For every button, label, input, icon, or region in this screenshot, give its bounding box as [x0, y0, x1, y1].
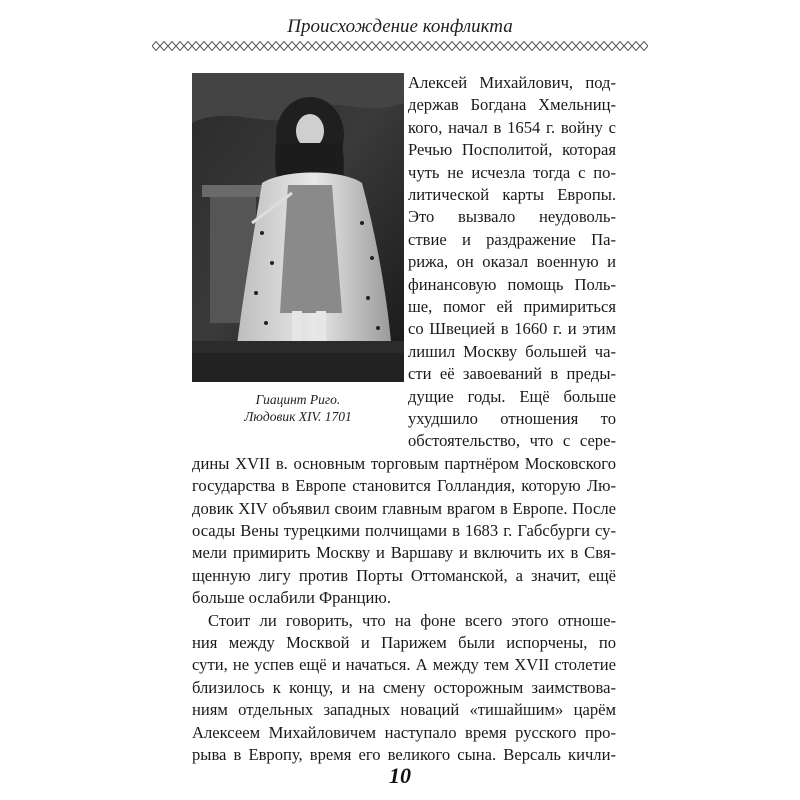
- text-line: ния между Москвой и Парижем были испорчены, по: [192, 633, 616, 652]
- text-line: Это вызвало неудоволь-: [408, 207, 616, 226]
- text-line: Речью Посполитой, которая: [408, 140, 616, 159]
- text-line: государства в Европе становится Голландия, которую Лю-: [192, 476, 616, 495]
- text-line: осады Вены турецкими полчищами в 1683 г. Габсбурги су-: [192, 521, 616, 540]
- text-line: Алексеем Михайловичем наступало время русского про-: [192, 723, 616, 742]
- running-head: Происхождение конфликта: [287, 16, 513, 37]
- text-line: держав Богдана Хмельниц-: [408, 95, 616, 114]
- text-line: щенную лигу против Порты Оттоманской, а значит, ещё: [192, 566, 616, 585]
- text-line: обстоятельство, что с сере-: [408, 431, 616, 450]
- text-line: литической карты Европы.: [408, 185, 616, 204]
- text-line: рыва в Европу, время его великого сына. Версаль кичли-: [192, 745, 616, 764]
- portrait-image: [192, 73, 404, 382]
- caption-title: Людовик XIV. 1701: [244, 409, 352, 424]
- text-line: Алексей Михайлович, под-: [408, 73, 616, 92]
- text-line: мели примирить Москву и Варшаву и включить их в Свя-: [192, 543, 616, 562]
- caption-author: Гиацинт Риго.: [255, 392, 341, 407]
- text-line: дины XVII в. основным торговым партнёром Московского: [192, 454, 616, 473]
- text-line: довик XIV объявил своим главным врагом в Европе. После: [192, 499, 616, 518]
- text-line: ше, помог ей примириться: [408, 297, 616, 316]
- decorative-border: [152, 40, 648, 52]
- text-line: кого, начал в 1654 г. войну с: [408, 118, 616, 137]
- page-number: 10: [389, 763, 411, 788]
- text-line: дущие годы. Ещё больше: [408, 387, 616, 406]
- text-line: чуть не исчезла тогда с по-: [408, 163, 616, 182]
- paragraph-start-line: Стоит ли говорить, что на фоне всего этого отноше-: [208, 611, 616, 630]
- figure-caption: [192, 391, 404, 425]
- text-line: лишил Москву большей ча-: [408, 342, 616, 361]
- text-line: со Швецией в 1660 г. и этим: [408, 319, 616, 338]
- text-line: рижа, он оказал военную и: [408, 252, 616, 271]
- text-line: больше ослабили Францию.: [192, 588, 391, 607]
- text-line: ухудшило отношения то: [408, 409, 616, 428]
- text-line: ствие и раздражение Па-: [408, 230, 616, 249]
- text-line: близилось к концу, и на смену осторожным заимствова-: [192, 678, 616, 697]
- text-line: сути, не успев ещё и начаться. А между тем XVII столетие: [192, 655, 616, 674]
- text-line: ниям отдельных западных новаций «тишайшим» царём: [192, 700, 616, 719]
- text-line: сти её завоеваний в преды-: [408, 364, 616, 383]
- text-line: финансовую помощь Поль-: [408, 275, 616, 294]
